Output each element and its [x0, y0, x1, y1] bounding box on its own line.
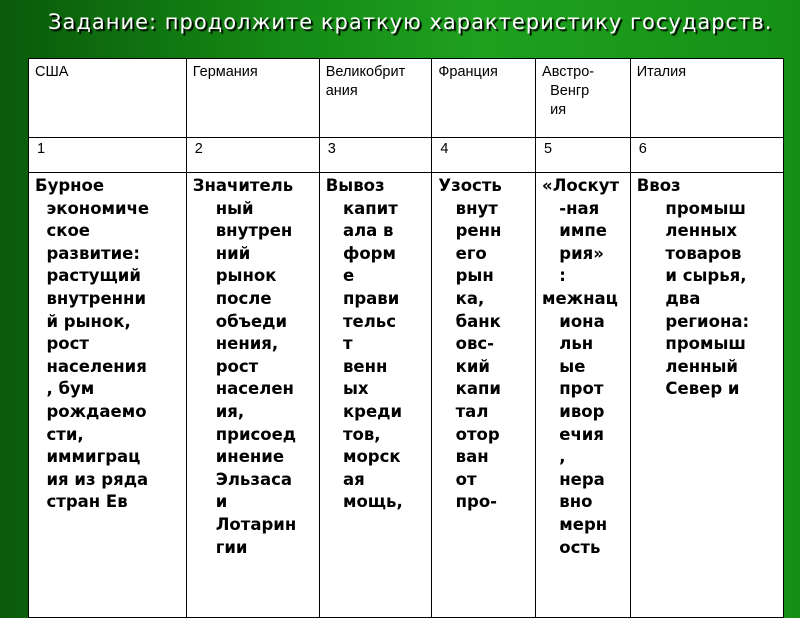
- number-cell: 4: [432, 138, 536, 173]
- header-france: Франция: [432, 59, 536, 138]
- cell-great-britain: Вывоз капит ала в форм е прави тельс т венн ых креди тов, морск ая мощь,: [319, 173, 432, 618]
- states-table: [28, 58, 784, 618]
- number-cell: 6: [630, 138, 783, 173]
- table-content-row: [29, 173, 784, 618]
- header-italy: Италия: [630, 59, 783, 138]
- table-number-row: [29, 138, 784, 173]
- header-usa: США: [29, 59, 187, 138]
- cell-austria-hungary: «Лоскут -ная импе рия» : межнац иона льн ые прот ивор ечия , нера вно мерн ость: [536, 173, 631, 618]
- cell-usa: Бурное экономиче ское развитие: растущий внутренни й рынок, рост населения , бум рождаемо сти, иммиграц ия из ряда стран Ев: [29, 173, 187, 618]
- header-great-britain: Великобрит ания: [319, 59, 432, 138]
- cell-germany: Значитель ный внутрен ний рынок после объеди нения, рост населен ия, присоед инение Эльзаса и Лотарин гии: [186, 173, 319, 618]
- number-cell: 3: [319, 138, 432, 173]
- header-germany: Германия: [186, 59, 319, 138]
- cell-italy: Ввоз промыш ленных товаров и сырья, два региона: промыш ленный Север и: [630, 173, 783, 618]
- number-cell: 5: [536, 138, 631, 173]
- number-cell: 2: [186, 138, 319, 173]
- number-cell: 1: [29, 138, 187, 173]
- cell-france: Узость внут ренн его рын ка, банк овс- кий капи тал отор ван от про-: [432, 173, 536, 618]
- header-austria-hungary: Австро- Венгр ия: [536, 59, 631, 138]
- table-header-row: [29, 59, 784, 138]
- slide-title: Задание: продолжите краткую характеристику государств.: [48, 10, 773, 34]
